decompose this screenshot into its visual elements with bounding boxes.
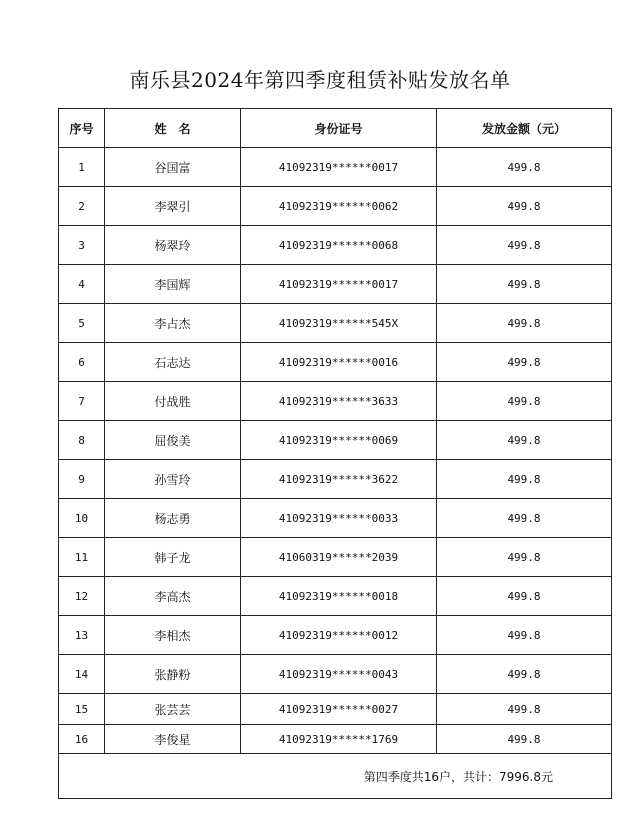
cell-name: 谷国富 <box>105 148 241 187</box>
cell-name: 韩子龙 <box>105 538 241 577</box>
cell-index: 5 <box>59 304 105 343</box>
cell-index: 13 <box>59 616 105 655</box>
summary-total: 第四季度共16户，共计：7996.8元 <box>59 754 612 799</box>
cell-index: 8 <box>59 421 105 460</box>
cell-id-number: 41092319******0018 <box>241 577 437 616</box>
cell-amount: 499.8 <box>437 304 612 343</box>
header-amount: 发放金额（元） <box>437 109 612 148</box>
cell-amount: 499.8 <box>437 343 612 382</box>
cell-id-number: 41092319******0016 <box>241 343 437 382</box>
table-row <box>59 187 612 226</box>
table-row <box>59 382 612 421</box>
table-row <box>59 343 612 382</box>
table-row <box>59 226 612 265</box>
table-row <box>59 694 612 725</box>
cell-index: 3 <box>59 226 105 265</box>
cell-index: 2 <box>59 187 105 226</box>
cell-index: 7 <box>59 382 105 421</box>
cell-name: 李高杰 <box>105 577 241 616</box>
page-title: 南乐县2024年第四季度租赁补贴发放名单 <box>129 68 511 92</box>
cell-index: 15 <box>59 694 105 725</box>
header-id-number: 身份证号 <box>241 109 437 148</box>
cell-index: 4 <box>59 265 105 304</box>
cell-amount: 499.8 <box>437 577 612 616</box>
cell-amount: 499.8 <box>437 655 612 694</box>
cell-index: 6 <box>59 343 105 382</box>
cell-name: 李占杰 <box>105 304 241 343</box>
table-row <box>59 304 612 343</box>
cell-name: 李翠引 <box>105 187 241 226</box>
cell-name: 石志达 <box>105 343 241 382</box>
table-row <box>59 499 612 538</box>
cell-id-number: 41092319******0017 <box>241 148 437 187</box>
cell-id-number: 41092319******3633 <box>241 382 437 421</box>
cell-index: 11 <box>59 538 105 577</box>
cell-index: 14 <box>59 655 105 694</box>
summary-row <box>59 754 612 799</box>
cell-name: 张芸芸 <box>105 694 241 725</box>
cell-name: 付战胜 <box>105 382 241 421</box>
header-name: 姓 名 <box>105 109 241 148</box>
cell-name: 孙雪玲 <box>105 460 241 499</box>
cell-amount: 499.8 <box>437 460 612 499</box>
cell-name: 杨翠玲 <box>105 226 241 265</box>
cell-index: 16 <box>59 725 105 754</box>
cell-amount: 499.8 <box>437 148 612 187</box>
table-row <box>59 460 612 499</box>
cell-id-number: 41092319******0017 <box>241 265 437 304</box>
cell-index: 12 <box>59 577 105 616</box>
cell-index: 9 <box>59 460 105 499</box>
cell-amount: 499.8 <box>437 421 612 460</box>
cell-id-number: 41092319******0027 <box>241 694 437 725</box>
cell-amount: 499.8 <box>437 265 612 304</box>
cell-amount: 499.8 <box>437 187 612 226</box>
cell-id-number: 41092319******0068 <box>241 226 437 265</box>
cell-name: 张静粉 <box>105 655 241 694</box>
table-row <box>59 655 612 694</box>
table-row <box>59 421 612 460</box>
cell-amount: 499.8 <box>437 616 612 655</box>
cell-id-number: 41092319******0043 <box>241 655 437 694</box>
cell-id-number: 41092319******1769 <box>241 725 437 754</box>
cell-id-number: 41060319******2039 <box>241 538 437 577</box>
cell-amount: 499.8 <box>437 694 612 725</box>
cell-id-number: 41092319******3622 <box>241 460 437 499</box>
cell-index: 10 <box>59 499 105 538</box>
cell-amount: 499.8 <box>437 538 612 577</box>
cell-name: 李国辉 <box>105 265 241 304</box>
cell-id-number: 41092319******0012 <box>241 616 437 655</box>
table-row <box>59 265 612 304</box>
cell-id-number: 41092319******0062 <box>241 187 437 226</box>
table-body <box>59 148 612 799</box>
table-row <box>59 725 612 754</box>
cell-id-number: 41092319******0033 <box>241 499 437 538</box>
table-row <box>59 616 612 655</box>
cell-name: 李俊星 <box>105 725 241 754</box>
cell-index: 1 <box>59 148 105 187</box>
header-index: 序号 <box>59 109 105 148</box>
cell-id-number: 41092319******0069 <box>241 421 437 460</box>
cell-amount: 499.8 <box>437 382 612 421</box>
table-row <box>59 148 612 187</box>
cell-amount: 499.8 <box>437 226 612 265</box>
table-row <box>59 577 612 616</box>
table-header-row <box>59 109 612 148</box>
cell-name: 屈俊美 <box>105 421 241 460</box>
cell-amount: 499.8 <box>437 725 612 754</box>
cell-amount: 499.8 <box>437 499 612 538</box>
cell-id-number: 41092319******545X <box>241 304 437 343</box>
cell-name: 李相杰 <box>105 616 241 655</box>
table-row <box>59 538 612 577</box>
subsidy-table <box>58 108 612 799</box>
cell-name: 杨志勇 <box>105 499 241 538</box>
